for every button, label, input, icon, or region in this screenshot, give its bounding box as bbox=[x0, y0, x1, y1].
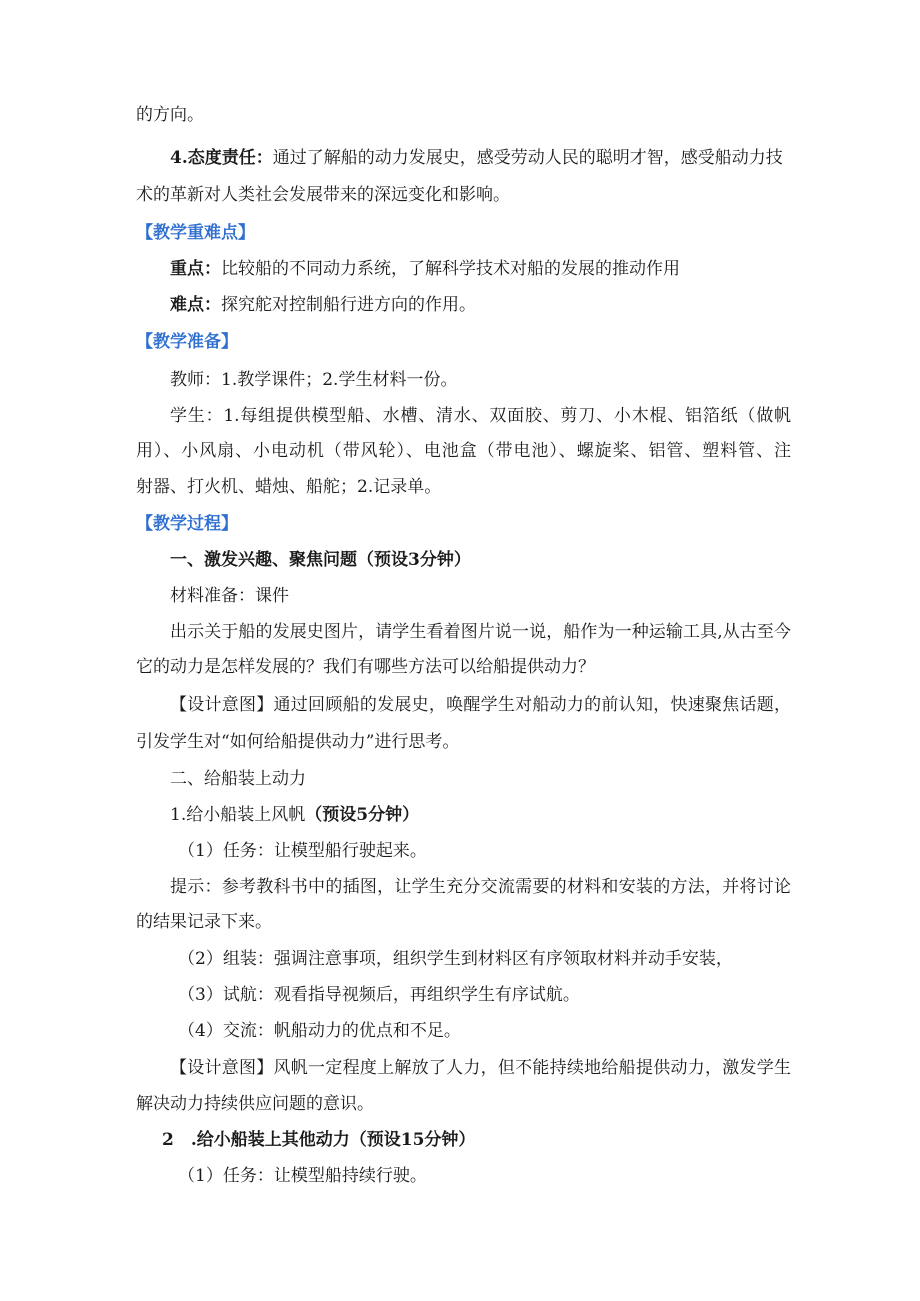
paragraph-line: 它的动力是怎样发展的？我们有哪些方法可以给船提供动力？ bbox=[136, 657, 595, 677]
subsection-sail bbox=[170, 804, 791, 826]
design-intent-line: 【设计意图】通过回顾船的发展史，唤醒学生对船动力的前认知，快速聚焦话题， bbox=[170, 695, 791, 715]
subsection-other-power: 2 .给小船装上其他动力（预设15分钟） bbox=[162, 1130, 476, 1150]
student-prep-line: 射器、打火机、蜡烛、船舵；2.记录单。 bbox=[136, 477, 442, 497]
difficult-point-text: 探究舵对控制船行进方向的作用。 bbox=[221, 295, 476, 315]
task-line: （1）任务：让模型船行驶起来。 bbox=[178, 841, 427, 861]
paragraph-line: 出示关于船的发展史图片，请学生看着图片说一说，船作为一种运输工具,从古至今 bbox=[170, 622, 791, 642]
goal-attitude-text: 通过了解船的动力发展史，感受劳动人民的聪明才智，感受船动力技 bbox=[272, 148, 783, 168]
step-assemble: （2）组装：强调注意事项，组织学生到材料区有序领取材料并动手安装， bbox=[178, 949, 733, 969]
goal-attitude-label: 4.态度责任： bbox=[170, 148, 273, 168]
design-intent-line: 解决动力持续供应问题的意识。 bbox=[136, 1094, 374, 1114]
subsection-sail-time: （预设5分钟） bbox=[305, 805, 420, 825]
student-prep-line: 学生：1.每组提供模型船、水槽、清水、双面胶、剪刀、小木棍、铝箔纸（做帆 bbox=[170, 406, 791, 426]
heading-key-points: 【教学重难点】 bbox=[136, 223, 255, 243]
key-point bbox=[170, 258, 791, 280]
text-line: 术的革新对人类社会发展带来的深远变化和影响。 bbox=[136, 185, 510, 205]
design-intent-line: 引发学生对“如何给船提供动力”进行思考。 bbox=[136, 732, 460, 752]
step-exchange: （4）交流：帆船动力的优点和不足。 bbox=[178, 1021, 461, 1041]
materials-line: 材料准备：课件 bbox=[170, 586, 289, 606]
difficult-point bbox=[170, 294, 791, 316]
section-one-title: 一、激发兴趣、聚焦问题（预设3分钟） bbox=[170, 550, 471, 570]
goal-attitude bbox=[170, 147, 791, 169]
teacher-prep: 教师：1.教学课件；2.学生材料一份。 bbox=[170, 370, 458, 390]
section-two-title: 二、给船装上动力 bbox=[170, 769, 306, 789]
task-line: （1）任务：让模型船持续行驶。 bbox=[178, 1166, 427, 1186]
design-intent-line: 【设计意图】风帆一定程度上解放了人力，但不能持续地给船提供动力，激发学生 bbox=[170, 1058, 791, 1078]
hint-line: 提示：参考教科书中的插图，让学生充分交流需要的材料和安装的方法，并将讨论 bbox=[170, 877, 791, 897]
student-prep-line: 用）、小风扇、小电动机（带风轮）、电池盒（带电池）、螺旋桨、铝管、塑料管、注 bbox=[136, 441, 791, 461]
heading-preparation: 【教学准备】 bbox=[136, 332, 238, 352]
key-point-text: 比较船的不同动力系统，了解科学技术对船的发展的推动作用 bbox=[221, 259, 680, 279]
subsection-sail-text: 1.给小船装上风帆 bbox=[170, 805, 306, 825]
hint-line: 的结果记录下来。 bbox=[136, 912, 272, 932]
text-line: 的方向。 bbox=[136, 105, 204, 125]
step-trial: （3）试航：观看指导视频后，再组织学生有序试航。 bbox=[178, 985, 580, 1005]
key-point-label: 重点： bbox=[170, 259, 221, 279]
heading-process: 【教学过程】 bbox=[136, 514, 238, 534]
difficult-point-label: 难点： bbox=[170, 295, 221, 315]
